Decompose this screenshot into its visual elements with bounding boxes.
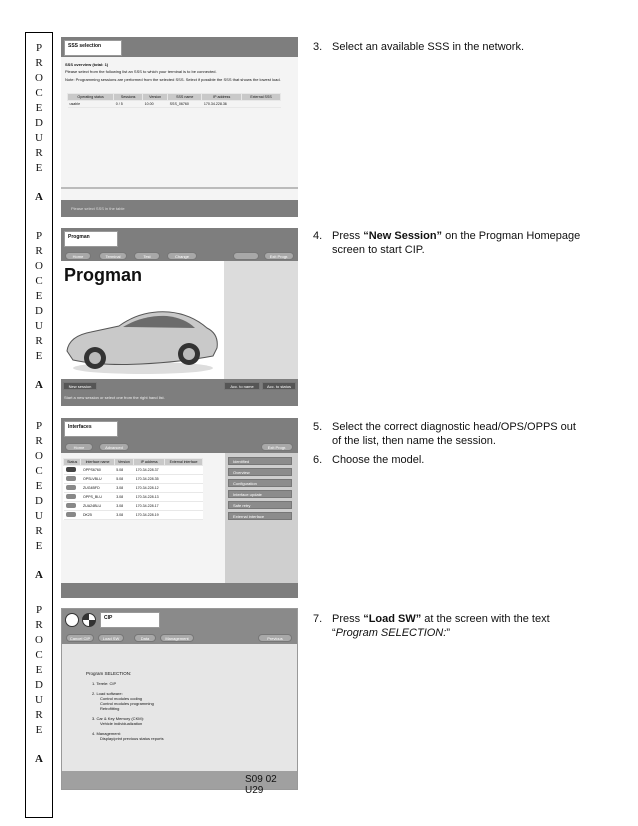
screen-title: Progman: [64, 231, 118, 247]
table-header-row: [68, 94, 281, 101]
menu-item[interactable]: Safe retry: [228, 501, 292, 509]
device-icon: [66, 512, 76, 517]
cancel-cip-button[interactable]: Cancel CIP: [66, 634, 94, 642]
table-cell: 170.34.228.17: [134, 502, 165, 511]
letter: R: [35, 435, 43, 447]
procedure-block-1: [26, 41, 52, 205]
table-cell: ZUA24BLU: [81, 502, 114, 511]
letter: D: [35, 305, 43, 317]
menu-item[interactable]: Identified: [228, 457, 292, 465]
screen-title: CIP: [100, 612, 160, 628]
table-cell: ZUG4BFD: [81, 484, 114, 493]
suffix-letter: A: [35, 379, 43, 391]
table-cell: OPPS_BLU: [81, 493, 114, 502]
program-subitem[interactable]: Vehicle individualization: [100, 721, 143, 726]
menu-item[interactable]: External interface: [228, 512, 292, 520]
status-text: Please select SSS in the table: [71, 206, 125, 211]
letter: C: [35, 465, 43, 477]
column-header: Operating status: [68, 94, 114, 101]
table-cell: OPSLVBLU: [81, 475, 114, 484]
column-header: External interface: [165, 459, 203, 466]
step-text: Select an available SSS in the network.: [332, 41, 525, 53]
help-button[interactable]: [233, 252, 259, 260]
suffix-letter: A: [35, 191, 43, 203]
letter: P: [35, 42, 43, 54]
device-icon: [66, 494, 76, 499]
progman-screenshot: [61, 228, 298, 406]
load-sw-button[interactable]: Load SW: [98, 634, 124, 642]
progman-content: [61, 261, 224, 379]
exit-button[interactable]: Exit Progr.: [264, 252, 294, 260]
table-row[interactable]: [64, 493, 203, 502]
column-header: Interface name: [81, 459, 114, 466]
column-header: Version: [143, 94, 168, 101]
table-cell: 5.08: [114, 466, 134, 475]
letter: R: [35, 147, 43, 159]
letter: C: [35, 87, 43, 99]
table-cell: 5.08: [114, 475, 134, 484]
letter: R: [35, 525, 43, 537]
letter: D: [35, 117, 43, 129]
management-button[interactable]: Management: [160, 634, 194, 642]
letter: E: [35, 724, 43, 736]
table-cell: 10.00: [143, 101, 168, 108]
device-icon: [66, 485, 76, 490]
program-subitem[interactable]: Control modules coding: [100, 696, 143, 701]
column-header: IP address: [134, 459, 165, 466]
table-row[interactable]: [64, 475, 203, 484]
program-subitem[interactable]: Control modules programming: [100, 701, 154, 706]
table-cell: SSS_06760: [168, 101, 202, 108]
text-fragment: on the Progman Homepage screen to start CIP.: [332, 230, 581, 256]
home-button[interactable]: Home: [65, 443, 93, 451]
step-number: 3.: [313, 41, 323, 53]
program-subitem[interactable]: Display/print previous status reports: [100, 736, 164, 741]
bmw-logo-icon: [82, 613, 96, 627]
interfaces-side-menu: [225, 453, 298, 583]
suffix-letter: A: [35, 569, 43, 581]
column-header: Status: [64, 459, 81, 466]
step-text: [332, 612, 583, 640]
text-fragment: “New Session”: [363, 230, 443, 242]
screen-title: Interfaces: [64, 421, 118, 437]
text-fragment: ”: [446, 627, 450, 639]
text-fragment: Program SELECTION:: [335, 627, 447, 639]
status-text: Start a new session or select one from the right hand list.: [64, 395, 165, 400]
change-button[interactable]: Change: [167, 252, 197, 260]
menu-item[interactable]: Overview: [228, 468, 292, 476]
table-cell: 170.34.228.35: [134, 475, 165, 484]
user-icon: [65, 613, 79, 627]
letter: O: [35, 450, 43, 462]
table-cell: 3.08: [114, 511, 134, 520]
letter: U: [35, 510, 43, 522]
letter: P: [35, 230, 43, 242]
device-icon: [66, 503, 76, 508]
program-selection-heading: Program SELECTION:: [86, 671, 132, 676]
device-icon: [66, 476, 76, 481]
column-header: Sessions: [114, 94, 143, 101]
letter: O: [35, 72, 43, 84]
letter: R: [35, 709, 43, 721]
figure-code: S09 02 U29: [245, 774, 277, 796]
letter: C: [35, 649, 43, 661]
table-cell: 3.08: [114, 493, 134, 502]
sort-by-name-button[interactable]: Acc. to name: [224, 382, 260, 390]
screen-title: SSS selection: [64, 40, 122, 56]
table-cell: 170.34.228.36: [202, 101, 242, 108]
column-header: IP address: [202, 94, 242, 101]
new-session-button[interactable]: New session: [63, 382, 97, 390]
suffix-letter: A: [35, 753, 43, 765]
letter: R: [35, 245, 43, 257]
table-cell: DK25: [81, 511, 114, 520]
letter: E: [35, 162, 43, 174]
cip-screenshot: [61, 608, 298, 796]
letter: R: [35, 335, 43, 347]
table-cell: 170.34.228.19: [134, 511, 165, 520]
previous-button[interactable]: Previous: [258, 634, 292, 642]
home-button[interactable]: Home: [65, 252, 91, 260]
table-row[interactable]: [64, 511, 203, 520]
procedure-sidebar: [25, 32, 53, 818]
text-fragment: Press: [332, 230, 364, 242]
letter: E: [35, 664, 43, 676]
letter: R: [35, 57, 43, 69]
letter: U: [35, 694, 43, 706]
table-cell: 170.34.228.12: [134, 484, 165, 493]
menu-item[interactable]: Interface update: [228, 490, 292, 498]
letter: C: [35, 275, 43, 287]
table-row[interactable]: [64, 502, 203, 511]
procedure-block-2: [26, 229, 52, 393]
program-item[interactable]: 3. Car & Key Memory (CKM):: [92, 716, 145, 721]
procedure-block-3: [26, 419, 52, 583]
text-fragment: “Load SW”: [363, 613, 422, 625]
table-cell: [242, 101, 281, 108]
letter: U: [35, 132, 43, 144]
letter: R: [35, 619, 43, 631]
letter: E: [35, 290, 43, 302]
step-text: Select the correct diagnostic head/OPS/OPPS out of the list, then name the session.: [332, 421, 576, 447]
sss-overview-heading: SSS overview (total: 1): [65, 62, 109, 67]
table-row[interactable]: [68, 101, 281, 108]
table-cell: 170.34.228.37: [134, 466, 165, 475]
letter: O: [35, 634, 43, 646]
table-cell: 0 / 5: [114, 101, 143, 108]
column-header: SSS name: [168, 94, 202, 101]
letter: E: [35, 480, 43, 492]
sort-by-status-button[interactable]: Acc. to status: [262, 382, 296, 390]
table-cell: 3.08: [114, 484, 134, 493]
device-icon: [66, 467, 76, 472]
table-cell: 170.34.228.13: [134, 493, 165, 502]
sss-table: [67, 93, 281, 108]
step-number: 4.: [313, 230, 323, 242]
table-row[interactable]: [64, 466, 203, 475]
table-header-row: [64, 459, 203, 466]
letter: P: [35, 420, 43, 432]
exit-button[interactable]: Exit Progr.: [261, 443, 293, 451]
status-bar: [61, 200, 298, 217]
table-cell: OPPS6760: [81, 466, 114, 475]
step-text: Choose the model.: [332, 454, 425, 466]
program-item[interactable]: 2. Load software:: [92, 691, 123, 696]
step-number: 5.: [313, 421, 323, 433]
letter: D: [35, 679, 43, 691]
procedure-block-4: [26, 603, 52, 767]
step-number: 6.: [313, 454, 323, 466]
menu-item[interactable]: Configuration: [228, 479, 292, 487]
interfaces-screenshot: [61, 418, 298, 598]
table-cell: usable: [68, 101, 114, 108]
table-cell: 3.08: [114, 502, 134, 511]
program-subitem[interactable]: Retrofitting: [100, 706, 120, 711]
letter: E: [35, 102, 43, 114]
column-header: Version: [114, 459, 134, 466]
step-text: [332, 229, 583, 257]
table-row[interactable]: [64, 484, 203, 493]
text-fragment: at the screen with the text “: [332, 613, 550, 639]
sss-instruction: Please select from the following list an SSS to which your terminal is to be connected.: [65, 69, 217, 74]
progman-heading: Progman: [64, 265, 143, 285]
letter: P: [35, 604, 43, 616]
letter: E: [35, 540, 43, 552]
test-button[interactable]: Test: [134, 252, 160, 260]
terminal-button[interactable]: Terminal: [99, 252, 127, 260]
text-fragment: Press: [332, 613, 364, 625]
letter: D: [35, 495, 43, 507]
sss-note: Note: Programming sessions are performed from the selected SSS. Select if possible the SSS that shows the lowest load.: [65, 77, 281, 82]
letter: U: [35, 320, 43, 332]
sss-selection-screenshot: [61, 37, 298, 217]
car-image: [61, 296, 224, 378]
column-header: External SSS: [242, 94, 281, 101]
advanced-button[interactable]: Advanced: [99, 443, 129, 451]
letter: E: [35, 350, 43, 362]
data-button[interactable]: Data: [134, 634, 156, 642]
letter: O: [35, 260, 43, 272]
step-number: 7.: [313, 613, 323, 625]
interfaces-table: [63, 458, 203, 520]
program-item[interactable]: 1. Terele: CIP: [92, 681, 117, 686]
program-item[interactable]: 4. Management:: [92, 731, 121, 736]
